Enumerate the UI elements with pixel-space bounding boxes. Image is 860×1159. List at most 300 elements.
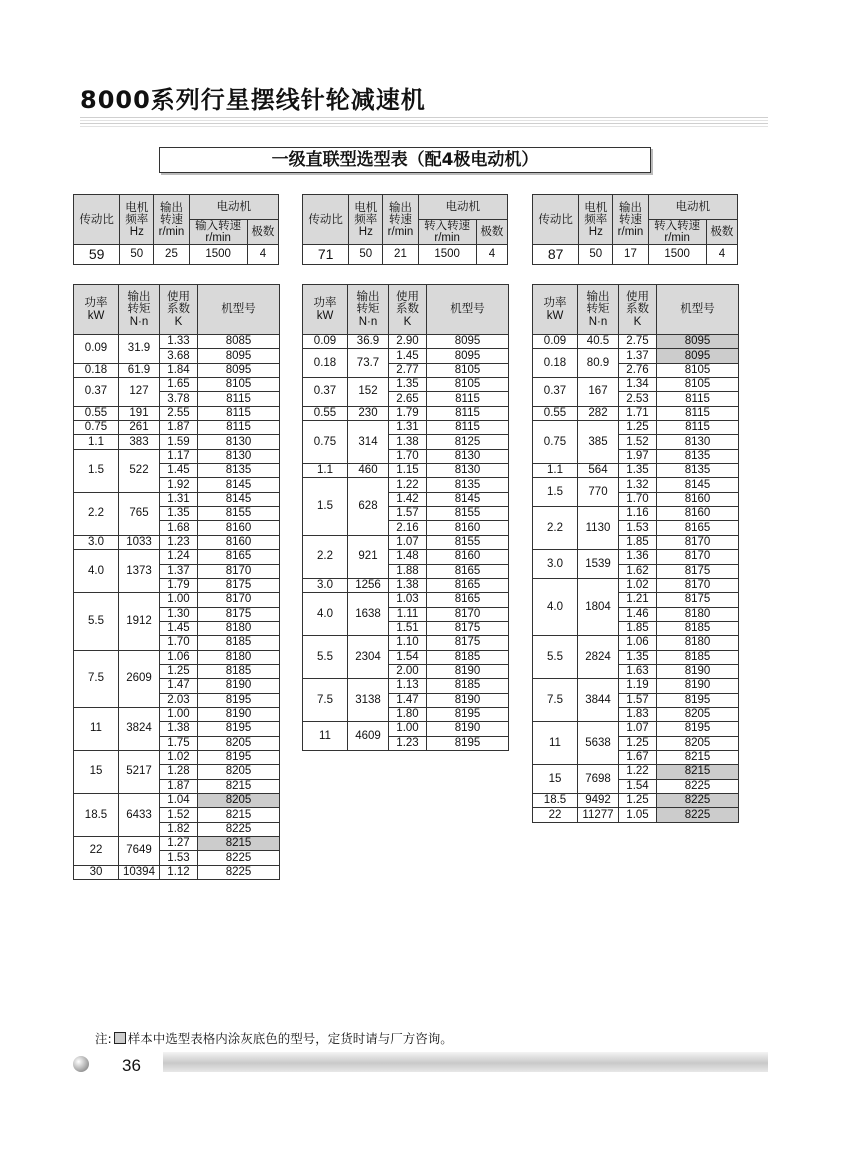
service-factor-cell: 3.68 [160,349,198,363]
service-factor-cell: 1.82 [160,822,198,836]
service-factor-cell: 2.77 [389,363,427,377]
power-cell: 11 [74,707,119,750]
model-header: 机型号 [198,285,280,335]
service-factor-cell: 1.23 [389,736,427,750]
model-cell: 8175 [657,593,739,607]
service-factor-cell: 1.25 [619,421,657,435]
torque-cell: 2824 [578,636,619,679]
model-cell: 8195 [198,750,280,764]
model-cell: 8085 [198,335,280,349]
torque-cell: 152 [348,378,389,407]
service-factor-cell: 1.85 [619,535,657,549]
table-row [74,363,280,377]
power-cell: 0.37 [74,378,119,407]
service-factor-cell: 1.54 [619,779,657,793]
power-cell: 22 [533,808,578,822]
model-cell: 8160 [427,550,509,564]
model-cell: 8175 [198,607,280,621]
service-factor-cell: 2.55 [160,406,198,420]
torque-cell: 230 [348,406,389,420]
service-factor-cell: 1.33 [160,335,198,349]
ratio-value: 87 [533,245,579,265]
footnote [95,1029,453,1047]
selection-table [73,284,280,880]
torque-cell: 61.9 [119,363,160,377]
service-factor-cell: 1.62 [619,564,657,578]
model-cell: 8190 [427,693,509,707]
service-factor-cell: 1.53 [160,851,198,865]
model-header: 机型号 [657,285,739,335]
service-factor-cell: 1.10 [389,636,427,650]
header-line: 系数 [167,303,190,316]
service-factor-cell: 1.65 [160,378,198,392]
service-factor-cell: 1.57 [619,693,657,707]
power-cell: 4.0 [533,578,578,635]
header-line: r/min [205,232,231,244]
service-factor-cell: 1.31 [160,492,198,506]
service-factor-cell: 1.70 [389,449,427,463]
torque-cell: 383 [119,435,160,449]
service-factor-cell: 1.02 [160,750,198,764]
service-factor-cell: 1.22 [619,765,657,779]
input-speed-value: 1500 [418,245,476,265]
table-row [74,707,280,721]
service-factor-cell: 1.00 [389,722,427,736]
table-row [303,335,509,349]
model-cell: 8190 [657,679,739,693]
header-line: 功率 [543,297,567,309]
model-cell: 8155 [198,507,280,521]
torque-cell: 127 [119,378,160,407]
torque-cell: 2609 [119,650,160,707]
service-factor-cell: 2.16 [389,521,427,535]
table-row [74,837,280,851]
service-factor-header [160,285,198,335]
ratio-value: 71 [303,245,349,265]
model-cell: 8175 [427,636,509,650]
model-cell: 8195 [198,693,280,707]
model-cell: 8130 [427,449,509,463]
torque-cell: 80.9 [578,349,619,378]
header-line: 电机 [354,201,378,214]
torque-cell: 282 [578,406,619,420]
service-factor-cell: 1.79 [389,406,427,420]
service-factor-cell: 1.25 [160,664,198,678]
model-cell: 8195 [427,707,509,721]
model-cell: 8180 [198,650,280,664]
service-factor-cell: 2.53 [619,392,657,406]
output-speed-value: 17 [613,245,648,265]
page-marker-ball [73,1056,89,1072]
header-line: 转速 [159,213,183,226]
header-line: 系数 [626,303,649,316]
service-factor-cell: 1.00 [160,707,198,721]
model-cell: 8095 [427,349,509,363]
power-cell: 22 [74,837,119,866]
motor-header: 电动机 [648,195,737,220]
power-cell: 0.55 [533,406,578,420]
table-row [533,349,739,363]
ratio-header: 传动比 [533,195,579,245]
model-cell: 8190 [427,722,509,736]
torque-cell: 1638 [348,593,389,636]
poles-header: 极数 [476,220,507,245]
service-factor-cell: 1.79 [160,578,198,592]
model-cell: 8115 [427,421,509,435]
poles-value: 4 [706,245,737,265]
torque-cell: 628 [348,478,389,535]
service-factor-cell: 3.78 [160,392,198,406]
power-cell: 30 [74,865,119,879]
table-row [533,765,739,779]
header-line: K [403,315,412,328]
power-cell: 0.75 [533,421,578,464]
header-line: 功率 [84,297,108,309]
model-cell: 8190 [198,707,280,721]
header-line: 输出 [586,290,610,303]
service-factor-cell: 1.85 [619,621,657,635]
model-cell: 8115 [198,406,280,420]
table-row [74,593,280,607]
service-factor-cell: 1.92 [160,478,198,492]
power-cell: 7.5 [533,679,578,722]
power-cell: 0.37 [303,378,348,407]
model-cell: 8185 [657,650,739,664]
model-cell: 8115 [427,406,509,420]
table-row [74,650,280,664]
service-factor-cell: 1.32 [619,478,657,492]
torque-cell: 522 [119,449,160,492]
table-row [533,421,739,435]
model-cell: 8165 [657,521,739,535]
header-line: 转矩 [356,303,380,316]
header-line: r/min [617,225,644,238]
model-cell: 8175 [427,621,509,635]
power-header [533,285,578,335]
torque-cell: 1804 [578,578,619,635]
header-line: 电机 [125,201,149,214]
model-cell: 8180 [657,607,739,621]
model-cell: 8105 [427,378,509,392]
model-cell: 8175 [198,578,280,592]
model-cell: 8105 [657,363,739,377]
header-line: 输出 [127,290,151,303]
torque-cell: 564 [578,464,619,478]
torque-cell: 1130 [578,507,619,550]
power-cell: 0.55 [74,406,119,420]
output-speed-value: 21 [383,245,418,265]
table-row [74,378,280,392]
header-line: 转速 [388,213,412,226]
power-cell: 0.18 [74,363,119,377]
model-cell: 8105 [198,378,280,392]
input-speed-header [648,220,706,245]
model-cell: 8155 [427,535,509,549]
power-cell: 15 [74,750,119,793]
selection-table [532,284,739,823]
model-cell: 8180 [198,621,280,635]
table-row [74,335,280,349]
model-cell: 8115 [198,421,280,435]
header-line: 频率 [584,213,608,226]
table-row [303,421,509,435]
power-cell: 7.5 [74,650,119,707]
service-factor-cell: 1.47 [389,693,427,707]
model-cell-shaded: 8215 [657,765,739,779]
table-row [303,406,509,420]
model-cell: 8165 [427,593,509,607]
service-factor-cell: 2.03 [160,693,198,707]
table-row [533,507,739,521]
torque-cell: 5638 [578,722,619,765]
service-factor-cell: 1.63 [619,664,657,678]
table-row [74,406,280,420]
table-row [533,478,739,492]
torque-cell: 385 [578,421,619,464]
ratio-header-table [532,194,738,265]
torque-cell: 314 [348,421,389,464]
power-cell: 11 [303,722,348,751]
service-factor-cell: 1.07 [389,535,427,549]
table-row [74,750,280,764]
power-cell: 5.5 [533,636,578,679]
table-row [533,808,739,822]
header-line: 转矩 [586,303,610,316]
model-cell: 8095 [198,349,280,363]
power-cell: 0.09 [303,335,348,349]
service-factor-cell: 1.13 [389,679,427,693]
service-factor-cell: 1.47 [160,679,198,693]
model-cell: 8170 [657,550,739,564]
power-cell: 1.5 [533,478,578,507]
model-cell: 8195 [657,722,739,736]
table-row [533,335,739,349]
model-cell: 8145 [657,478,739,492]
service-factor-cell: 1.23 [160,535,198,549]
power-cell: 0.09 [533,335,578,349]
torque-cell: 1539 [578,550,619,579]
power-header [303,285,348,335]
table-row [303,722,509,736]
header-line: r/min [158,225,185,238]
input-speed-header [189,220,247,245]
service-factor-cell: 2.65 [389,392,427,406]
table-row [74,865,280,879]
model-cell: 8145 [427,492,509,506]
torque-header [119,285,160,335]
frequency-value: 50 [120,245,154,265]
model-cell: 8170 [198,564,280,578]
torque-cell: 460 [348,464,389,478]
header-line: N·n [588,315,608,328]
motor-frequency-header [579,195,613,245]
model-cell: 8105 [427,363,509,377]
torque-cell: 765 [119,492,160,535]
service-factor-cell: 1.71 [619,406,657,420]
input-speed-value: 1500 [189,245,247,265]
torque-cell: 11277 [578,808,619,822]
header-line: 输入转速 [195,220,242,232]
torque-cell: 4609 [348,722,389,751]
header-line: 频率 [354,213,378,226]
poles-header: 极数 [247,220,278,245]
torque-cell: 1912 [119,593,160,650]
poles-value: 4 [476,245,507,265]
header-line: Hz [588,225,603,238]
header-line: 系数 [396,303,419,316]
power-cell: 1.5 [303,478,348,535]
footnote-prefix: 注: [95,1031,112,1046]
model-cell: 8185 [198,664,280,678]
footnote-text: 样本中选型表格内涂灰底色的型号，定货时请与厂方咨询。 [127,1031,453,1046]
model-cell: 8160 [198,521,280,535]
frequency-value: 50 [579,245,613,265]
service-factor-cell: 1.22 [389,478,427,492]
table-row [74,449,280,463]
ratio-header-table [73,194,279,265]
power-cell: 5.5 [303,636,348,679]
poles-value: 4 [247,245,278,265]
table-row [303,349,509,363]
service-factor-cell: 1.67 [619,750,657,764]
service-factor-cell: 1.70 [160,636,198,650]
service-factor-cell: 1.48 [389,550,427,564]
motor-frequency-header [349,195,383,245]
service-factor-cell: 1.24 [160,550,198,564]
model-cell: 8130 [198,449,280,463]
frequency-value: 50 [349,245,383,265]
header-line: r/min [664,232,690,244]
footer-bar [163,1052,768,1072]
table-row [74,492,280,506]
model-cell: 8205 [657,736,739,750]
model-cell: 8205 [198,736,280,750]
torque-cell: 5217 [119,750,160,793]
power-cell: 1.1 [303,464,348,478]
service-factor-cell: 1.27 [160,837,198,851]
ratio-header-table [302,194,508,265]
header-line: 功率 [313,297,337,309]
table-row [533,636,739,650]
model-cell-shaded: 8205 [198,794,280,808]
torque-header [348,285,389,335]
model-cell: 8130 [198,435,280,449]
ratio-header: 传动比 [74,195,120,245]
service-factor-cell: 1.87 [160,779,198,793]
table-row [303,478,509,492]
table-row [303,378,509,392]
model-cell: 8115 [657,421,739,435]
service-factor-cell: 1.52 [160,808,198,822]
service-factor-cell: 1.06 [160,650,198,664]
power-cell: 0.75 [303,421,348,464]
header-line: Hz [129,225,144,238]
shaded-legend-swatch [114,1032,126,1044]
model-cell: 8195 [198,722,280,736]
power-cell: 11 [533,722,578,765]
header-line: 使用 [396,290,419,303]
table-row [303,636,509,650]
service-factor-cell: 1.42 [389,492,427,506]
table-row [303,535,509,549]
model-cell: 8170 [657,535,739,549]
service-factor-cell: 1.37 [160,564,198,578]
header-line: K [174,315,183,328]
model-cell: 8165 [427,564,509,578]
model-cell: 8185 [198,636,280,650]
service-factor-cell: 1.51 [389,621,427,635]
header-line: 使用 [167,290,190,303]
power-cell: 0.09 [74,335,119,364]
power-cell: 4.0 [303,593,348,636]
table-row [533,464,739,478]
power-cell: 2.2 [303,535,348,578]
power-cell: 0.55 [303,406,348,420]
model-cell: 8190 [657,664,739,678]
model-cell: 8135 [657,449,739,463]
torque-cell: 31.9 [119,335,160,364]
model-cell: 8215 [198,779,280,793]
torque-cell: 40.5 [578,335,619,349]
power-cell: 15 [533,765,578,794]
service-factor-cell: 2.90 [389,335,427,349]
motor-header: 电动机 [418,195,507,220]
header-line: 转矩 [127,303,151,316]
model-cell: 8115 [198,392,280,406]
model-cell: 8095 [198,363,280,377]
power-cell: 3.0 [303,578,348,592]
model-cell: 8225 [657,779,739,793]
header-line: kW [546,309,564,322]
service-factor-cell: 1.30 [160,607,198,621]
service-factor-cell: 1.25 [619,794,657,808]
torque-cell: 921 [348,535,389,578]
service-factor-cell: 1.00 [160,593,198,607]
header-line: 输出 [356,290,380,303]
service-factor-cell: 1.38 [389,435,427,449]
service-factor-cell: 2.75 [619,335,657,349]
service-factor-cell: 1.88 [389,564,427,578]
header-line: 输出 [159,201,183,214]
power-cell: 18.5 [533,794,578,808]
table-row [303,464,509,478]
torque-cell: 1373 [119,550,160,593]
header-line: 转入转速 [424,220,471,232]
model-cell: 8095 [427,335,509,349]
model-cell: 8215 [657,750,739,764]
service-factor-cell: 1.45 [160,464,198,478]
model-cell: 8195 [427,736,509,750]
torque-cell: 191 [119,406,160,420]
torque-cell: 10394 [119,865,160,879]
service-factor-cell: 1.16 [619,507,657,521]
table-row [533,679,739,693]
table-row [74,435,280,449]
power-cell: 0.37 [533,378,578,407]
service-factor-cell: 1.36 [619,550,657,564]
power-cell: 18.5 [74,794,119,837]
output-speed-header [154,195,189,245]
model-cell: 8135 [427,478,509,492]
header-line: 转入转速 [654,220,701,232]
model-cell: 8185 [657,621,739,635]
power-cell: 4.0 [74,550,119,593]
model-cell-shaded: 8215 [198,837,280,851]
model-cell: 8125 [427,435,509,449]
service-factor-header [619,285,657,335]
power-cell: 1.1 [74,435,119,449]
service-factor-cell: 2.76 [619,363,657,377]
